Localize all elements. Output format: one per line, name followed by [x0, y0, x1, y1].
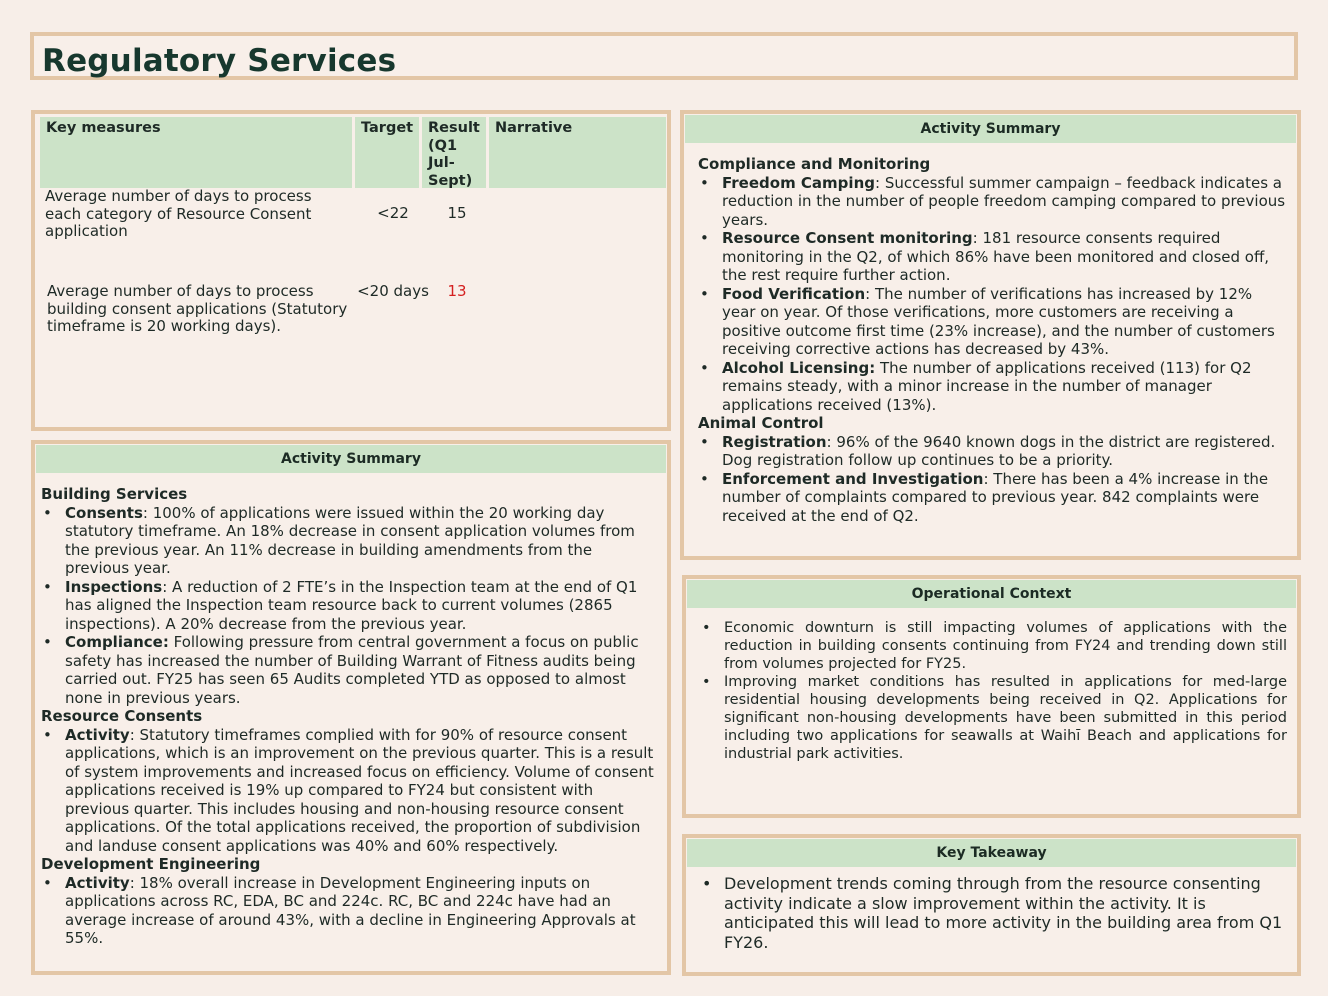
list-item: • Activity: 18% overall increase in Development Engineering inputs on applications across RC, EDA, BC and 224c. RC, BC and 224c have had an average increase of around 43%, with a decline in Engineering Approvals at 55%. — [41, 874, 657, 948]
result-building-consent: 13 — [447, 282, 467, 300]
section-title: Animal Control — [698, 414, 824, 432]
list-item: • Registration: 96% of the 9640 known dogs in the district are registered. Dog registration follow up continues to be a priority. — [698, 433, 1287, 470]
key-takeaway-body — [700, 874, 1287, 952]
header-narrative: Narrative — [489, 117, 666, 188]
activity-summary-left-header: Activity Summary — [36, 445, 666, 473]
list-item: • Development trends coming through from the resource consenting activity indicate a slow improvement within the activity. It is anticipated this will lead to more activity in the building area from Q1 FY26. — [700, 874, 1287, 952]
section-title: Building Services — [41, 485, 188, 503]
list-item: • Activity: Statutory timeframes complied with for 90% of resource consent applications, which is an improvement on the previous quarter. This is a result of system improvements and increased focus on efficiency. Volume of consent applications received is 19% up compared to FY24 but consistent with previous quarter. This includes housing and non-housing resource consent applications. Of the total applications received, the proportion of subdivision and landuse consent applications was 40% and 60% respectively. — [41, 726, 657, 856]
list-item: • Food Verification: The number of verifications has increased by 12% year on year. Of those verifications, more customers are receiving a positive outcome first time (23% increase), and the number of customers receiving corrective actions has decreased by 43%. — [698, 285, 1287, 359]
target-building-consent: <20 days — [357, 282, 429, 300]
list-item: • Consents: 100% of applications were issued within the 20 working day statutory timeframe. An 18% decrease in consent application volumes from the previous year. An 11% decrease in building amendments from the previous year. — [41, 504, 657, 578]
operational-context-panel — [682, 575, 1301, 818]
list-item: • Compliance: Following pressure from central government a focus on public safety has increased the number of Building Warrant of Fitness audits being carried out. FY25 has seen 65 Audits completed YTD as opposed to almost none in previous years. — [41, 633, 657, 707]
key-measures-panel — [31, 110, 671, 431]
activity-summary-right-header: Activity Summary — [685, 115, 1296, 143]
list-item: • Inspections: A reduction of 2 FTE’s in the Inspection team at the end of Q1 has aligned the Inspection team resource back to current volumes (2865 inspections). A 20% decrease from the previous year. — [41, 578, 657, 634]
list-item: • Economic downturn is still impacting volumes of applications with the reduction in building consents continuing from FY24 and trending down still from volumes projected for FY25. — [700, 619, 1287, 673]
section-title: Compliance and Monitoring — [698, 155, 931, 173]
activity-summary-left-body — [41, 485, 657, 948]
list-item: • Improving market conditions has resulted in applications for med-large residential housing developments being received in Q2. Applications for significant non-housing developments have been submitted in this period including two applications for seawalls at Waihī Beach and applications for industrial park activities. — [700, 673, 1287, 763]
measure-building-consent: Average number of days to process building consent applications (Statutory timeframe is 20 working days). — [47, 282, 348, 335]
key-takeaway-panel — [682, 834, 1301, 976]
list-item: • Resource Consent monitoring: 181 resource consents required monitoring in the Q2, of which 86% have been monitored and closed off, the rest require further action. — [698, 229, 1287, 285]
page-title: Regulatory Services — [42, 43, 397, 79]
header-result: Result (Q1 Jul-Sept) — [422, 117, 486, 188]
section-title: Resource Consents — [41, 707, 203, 725]
key-takeaway-header: Key Takeaway — [687, 839, 1296, 867]
list-item: • Freedom Camping: Successful summer campaign – feedback indicates a reduction in the number of people freedom camping compared to previous years. — [698, 174, 1287, 230]
measure-resource-consent: Average number of days to process each category of Resource Consent application — [45, 187, 312, 240]
title-banner — [30, 32, 1298, 80]
activity-summary-left — [31, 440, 671, 975]
target-resource-consent: <22 — [377, 204, 409, 222]
activity-summary-right — [680, 110, 1301, 560]
header-target: Target — [355, 117, 419, 188]
list-item: • Alcohol Licensing: The number of applications received (113) for Q2 remains steady, with a minor increase in the number of manager applications received (13%). — [698, 359, 1287, 415]
activity-summary-right-body — [698, 155, 1287, 525]
list-item: • Enforcement and Investigation: There has been a 4% increase in the number of complaints compared to previous year. 842 complaints were received at the end of Q2. — [698, 470, 1287, 526]
header-key-measures: Key measures — [40, 117, 352, 188]
section-title: Development Engineering — [41, 855, 261, 873]
operational-context-header: Operational Context — [687, 580, 1296, 608]
operational-context-body — [700, 619, 1287, 763]
result-resource-consent: 15 — [447, 204, 467, 222]
